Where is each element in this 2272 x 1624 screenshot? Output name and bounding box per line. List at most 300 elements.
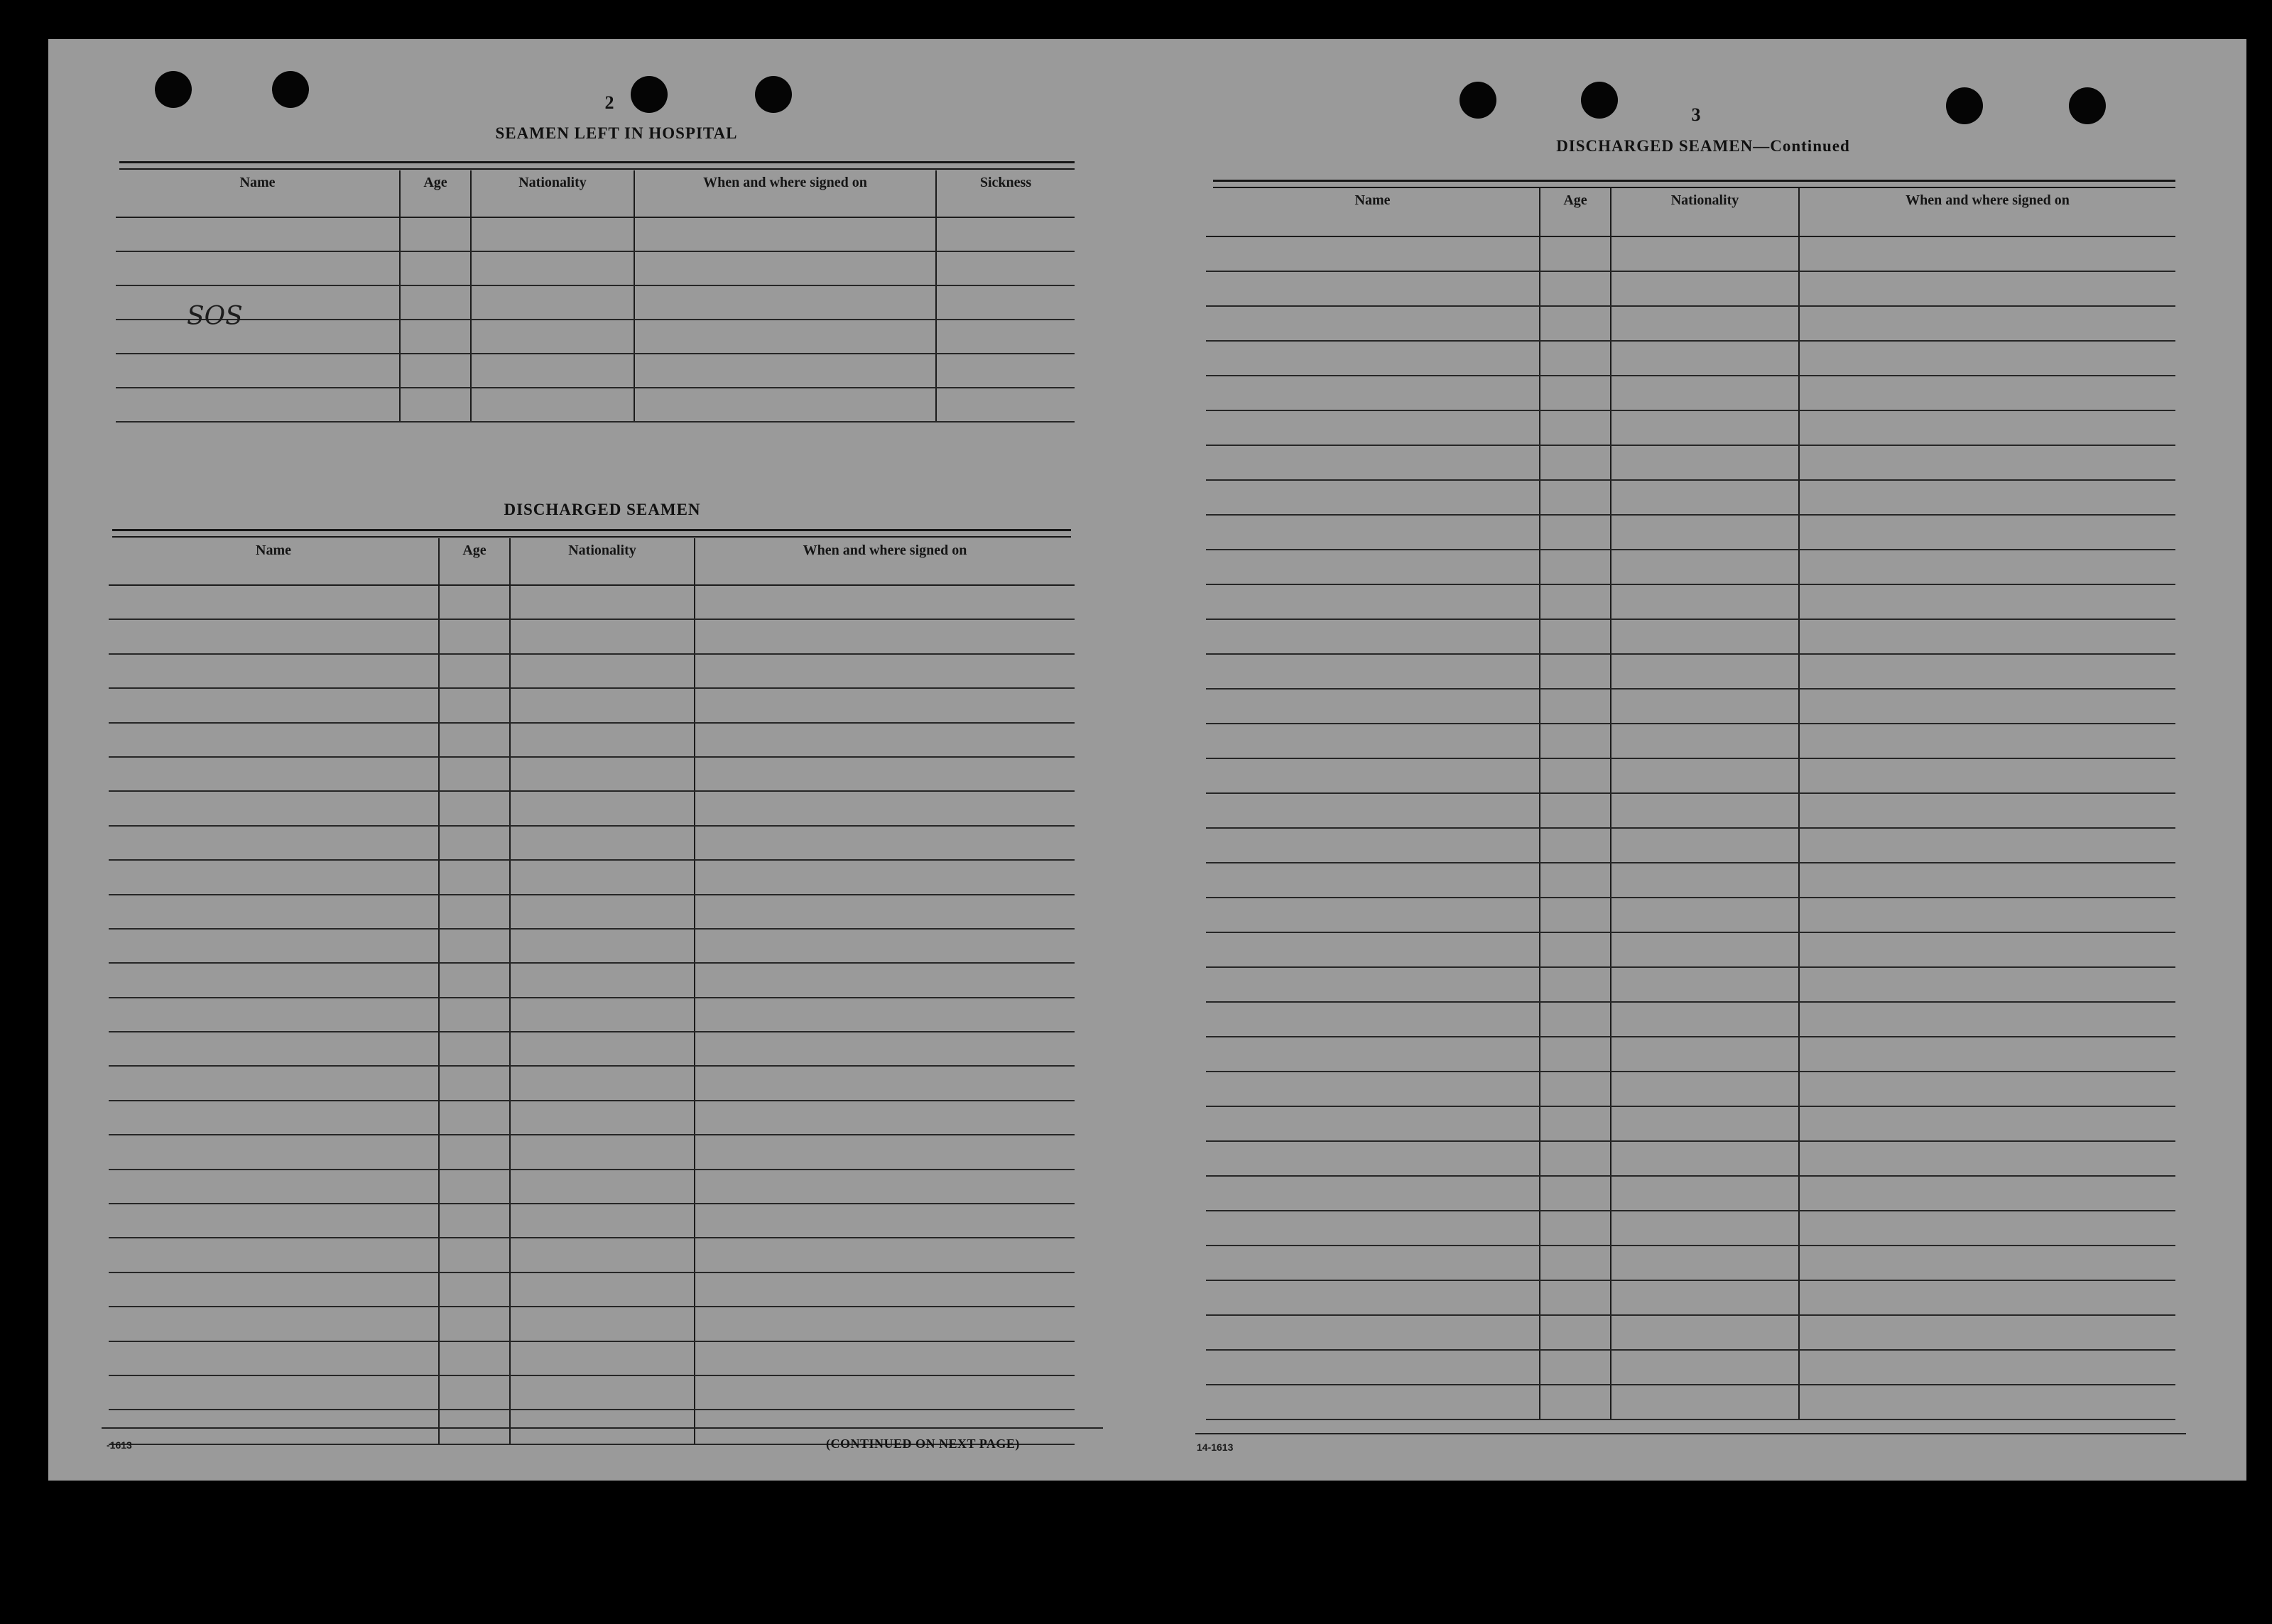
blank-cell <box>695 688 1075 722</box>
blank-cell <box>439 654 510 688</box>
blank-cell <box>510 895 695 929</box>
blank-cell <box>1206 1072 1540 1106</box>
blank-cell <box>695 1066 1075 1100</box>
blank-cell <box>1540 584 1611 619</box>
blank-cell <box>400 285 471 320</box>
blank-cell <box>1799 1037 2175 1072</box>
table-row <box>109 791 1075 825</box>
table-row <box>109 585 1075 619</box>
blank-cell <box>695 895 1075 929</box>
blank-cell <box>695 1307 1075 1341</box>
table-row <box>1206 480 2175 515</box>
blank-cell <box>1540 724 1611 758</box>
table-row <box>1206 1002 2175 1037</box>
blank-cell <box>1206 306 1540 341</box>
blank-cell <box>1540 932 1611 967</box>
table-row <box>109 1204 1075 1238</box>
blank-cell <box>1799 1211 2175 1246</box>
blank-cell <box>471 217 634 251</box>
table-row <box>1206 863 2175 898</box>
table-row <box>1206 1037 2175 1072</box>
blank-cell <box>1799 1280 2175 1315</box>
blank-cell <box>1206 1350 1540 1385</box>
blank-cell <box>1540 306 1611 341</box>
blank-cell <box>695 963 1075 997</box>
blank-cell <box>1799 1246 2175 1280</box>
blank-cell <box>1611 1106 1799 1141</box>
blank-cell <box>1799 1385 2175 1419</box>
blank-cell <box>471 251 634 285</box>
blank-cell <box>400 354 471 388</box>
blank-cell <box>400 388 471 422</box>
blank-cell <box>109 585 439 619</box>
table-row <box>1206 758 2175 793</box>
blank-cell <box>1206 1280 1540 1315</box>
blank-cell <box>936 285 1075 320</box>
blank-cell <box>400 251 471 285</box>
blank-cell <box>439 1375 510 1410</box>
blank-cell <box>109 895 439 929</box>
blank-cell <box>1799 480 2175 515</box>
table-row <box>109 1066 1075 1100</box>
blank-cell <box>1799 584 2175 619</box>
table-row <box>1206 828 2175 863</box>
blank-cell <box>1611 550 1799 584</box>
blank-cell <box>634 388 936 422</box>
blank-cell <box>510 791 695 825</box>
table-row <box>1206 654 2175 689</box>
blank-cell <box>116 320 400 354</box>
table-row <box>1206 1280 2175 1315</box>
table-row <box>109 1032 1075 1066</box>
blank-cell <box>1799 654 2175 689</box>
blank-cell <box>1611 1176 1799 1211</box>
column-header-name: Name <box>1206 188 1540 236</box>
punch-hole-icon <box>155 71 192 108</box>
blank-cell <box>1540 1072 1611 1106</box>
blank-cell <box>109 1238 439 1272</box>
table-row <box>1206 1246 2175 1280</box>
blank-cell <box>510 1307 695 1341</box>
blank-cell <box>109 723 439 757</box>
blank-cell <box>471 388 634 422</box>
table-row <box>109 1238 1075 1272</box>
blank-cell <box>1611 619 1799 654</box>
blank-cell <box>1611 1141 1799 1176</box>
table-row <box>109 826 1075 860</box>
hospital-table <box>116 170 1075 423</box>
blank-cell <box>1611 1037 1799 1072</box>
blank-cell <box>109 1135 439 1169</box>
blank-cell <box>1799 236 2175 271</box>
blank-cell <box>1799 1176 2175 1211</box>
table-row <box>1206 1141 2175 1176</box>
blank-cell <box>1611 793 1799 828</box>
punch-hole-icon <box>755 76 792 113</box>
blank-cell <box>1611 306 1799 341</box>
blank-cell <box>1206 236 1540 271</box>
blank-cell <box>695 654 1075 688</box>
blank-cell <box>1799 306 2175 341</box>
blank-cell <box>1540 967 1611 1002</box>
table-row <box>116 285 1075 320</box>
blank-cell <box>1611 1246 1799 1280</box>
table-row <box>109 654 1075 688</box>
blank-cell <box>109 688 439 722</box>
form-number: 14-1613 <box>1197 1442 1234 1453</box>
blank-cell <box>634 285 936 320</box>
blank-cell <box>695 1170 1075 1204</box>
blank-cell <box>1540 1280 1611 1315</box>
table-row <box>109 1375 1075 1410</box>
blank-cell <box>471 285 634 320</box>
blank-cell <box>1799 271 2175 306</box>
blank-cell <box>1799 1072 2175 1106</box>
column-header-age: Age <box>1540 188 1611 236</box>
blank-cell <box>439 791 510 825</box>
blank-cell <box>109 929 439 963</box>
blank-cell <box>1540 410 1611 445</box>
blank-cell <box>1206 480 1540 515</box>
blank-cell <box>1799 550 2175 584</box>
blank-cell <box>1799 1106 2175 1141</box>
blank-cell <box>109 1375 439 1410</box>
blank-cell <box>1206 724 1540 758</box>
table-row <box>1206 306 2175 341</box>
blank-cell <box>510 688 695 722</box>
blank-cell <box>1540 863 1611 898</box>
blank-cell <box>1611 898 1799 932</box>
table-row <box>1206 619 2175 654</box>
blank-cell <box>1799 828 2175 863</box>
blank-cell <box>1206 689 1540 724</box>
blank-cell <box>1799 1315 2175 1350</box>
blank-cell <box>439 1101 510 1135</box>
table-row <box>116 388 1075 422</box>
blank-cell <box>109 998 439 1032</box>
blank-cell <box>1611 689 1799 724</box>
blank-cell <box>1540 376 1611 410</box>
blank-cell <box>1206 793 1540 828</box>
blank-cell <box>1611 341 1799 376</box>
blank-cell <box>1799 376 2175 410</box>
blank-cell <box>109 860 439 894</box>
blank-cell <box>1540 898 1611 932</box>
table-row <box>109 688 1075 722</box>
blank-cell <box>1206 1141 1540 1176</box>
table-row <box>116 251 1075 285</box>
blank-cell <box>109 757 439 791</box>
table-row <box>1206 236 2175 271</box>
blank-cell <box>936 217 1075 251</box>
blank-cell <box>439 619 510 653</box>
table-row <box>109 1307 1075 1341</box>
blank-cell <box>1799 619 2175 654</box>
blank-cell <box>439 585 510 619</box>
blank-cell <box>439 1341 510 1375</box>
blank-cell <box>1611 1315 1799 1350</box>
table-row <box>109 1273 1075 1307</box>
blank-cell <box>116 251 400 285</box>
blank-cell <box>1611 758 1799 793</box>
blank-cell <box>1206 1385 1540 1419</box>
blank-cell <box>1206 828 1540 863</box>
blank-cell <box>695 1273 1075 1307</box>
table-row <box>1206 550 2175 584</box>
blank-cell <box>116 388 400 422</box>
blank-cell <box>109 654 439 688</box>
blank-cell <box>1611 863 1799 898</box>
blank-cell <box>1611 480 1799 515</box>
blank-cell <box>510 619 695 653</box>
punch-hole-icon <box>1460 82 1496 119</box>
blank-cell <box>510 1066 695 1100</box>
blank-cell <box>1611 584 1799 619</box>
blank-cell <box>1206 1246 1540 1280</box>
blank-cell <box>1540 515 1611 550</box>
table-row <box>109 619 1075 653</box>
blank-cell <box>1206 550 1540 584</box>
blank-cell <box>1611 271 1799 306</box>
blank-cell <box>510 1032 695 1066</box>
title-rule <box>119 161 1075 170</box>
blank-cell <box>695 757 1075 791</box>
table-row <box>1206 341 2175 376</box>
column-header-signed-on: When and where signed on <box>1799 188 2175 236</box>
blank-cell <box>695 791 1075 825</box>
blank-cell <box>1611 1211 1799 1246</box>
blank-cell <box>109 1101 439 1135</box>
blank-cell <box>1611 828 1799 863</box>
blank-cell <box>439 895 510 929</box>
blank-cell <box>510 723 695 757</box>
blank-cell <box>1799 1350 2175 1385</box>
table-row <box>109 929 1075 963</box>
blank-cell <box>634 217 936 251</box>
blank-cell <box>1540 1106 1611 1141</box>
column-header-sickness: Sickness <box>936 170 1075 217</box>
blank-cell <box>510 1273 695 1307</box>
blank-cell <box>1540 654 1611 689</box>
blank-cell <box>695 1032 1075 1066</box>
bottom-rule <box>1195 1433 2186 1434</box>
blank-cell <box>510 1375 695 1410</box>
blank-cell <box>510 929 695 963</box>
blank-cell <box>695 1101 1075 1135</box>
punch-hole-icon <box>1581 82 1618 119</box>
blank-cell <box>510 1204 695 1238</box>
blank-cell <box>1611 376 1799 410</box>
blank-cell <box>109 1204 439 1238</box>
blank-cell <box>1799 1141 2175 1176</box>
blank-cell <box>1206 445 1540 480</box>
blank-cell <box>1799 515 2175 550</box>
blank-cell <box>510 1341 695 1375</box>
blank-cell <box>1206 898 1540 932</box>
blank-cell <box>510 1101 695 1135</box>
blank-cell <box>1540 236 1611 271</box>
blank-cell <box>109 826 439 860</box>
blank-cell <box>400 217 471 251</box>
blank-cell <box>1540 341 1611 376</box>
blank-cell <box>439 963 510 997</box>
blank-cell <box>1540 793 1611 828</box>
blank-cell <box>1540 1315 1611 1350</box>
blank-cell <box>439 1066 510 1100</box>
right-page <box>1128 39 2246 1481</box>
blank-cell <box>116 354 400 388</box>
blank-cell <box>1540 1211 1611 1246</box>
column-header-age: Age <box>400 170 471 217</box>
blank-cell <box>1540 828 1611 863</box>
table-row <box>109 1135 1075 1169</box>
blank-cell <box>1206 1106 1540 1141</box>
blank-cell <box>695 826 1075 860</box>
blank-cell <box>109 791 439 825</box>
column-header-name: Name <box>116 170 400 217</box>
blank-cell <box>695 929 1075 963</box>
blank-cell <box>1206 758 1540 793</box>
blank-cell <box>695 1238 1075 1272</box>
blank-cell <box>439 998 510 1032</box>
blank-cell <box>109 1170 439 1204</box>
blank-cell <box>1799 341 2175 376</box>
blank-cell <box>109 1273 439 1307</box>
blank-cell <box>936 388 1075 422</box>
column-header-age: Age <box>439 538 510 585</box>
blank-cell <box>695 998 1075 1032</box>
blank-cell <box>471 354 634 388</box>
continued-header-row <box>1206 188 2175 236</box>
blank-cell <box>1540 550 1611 584</box>
blank-cell <box>1799 689 2175 724</box>
blank-cell <box>634 320 936 354</box>
blank-cell <box>936 354 1075 388</box>
title-rule <box>1213 180 2175 188</box>
blank-cell <box>695 585 1075 619</box>
table-row <box>1206 689 2175 724</box>
blank-cell <box>109 963 439 997</box>
blank-cell <box>439 1032 510 1066</box>
blank-cell <box>1540 1246 1611 1280</box>
blank-cell <box>510 654 695 688</box>
page-number: 2 <box>604 92 614 113</box>
blank-cell <box>1611 932 1799 967</box>
blank-cell <box>695 1375 1075 1410</box>
handwritten-mark: SOS <box>187 302 243 331</box>
column-header-signed-on: When and where signed on <box>634 170 936 217</box>
blank-cell <box>936 320 1075 354</box>
blank-cell <box>1206 1002 1540 1037</box>
blank-cell <box>1540 480 1611 515</box>
blank-cell <box>439 757 510 791</box>
blank-cell <box>634 354 936 388</box>
blank-cell <box>1611 967 1799 1002</box>
table-row <box>109 998 1075 1032</box>
discharged-continued-title: DISCHARGED SEAMEN—Continued <box>1556 137 1850 155</box>
blank-cell <box>510 757 695 791</box>
blank-cell <box>1611 236 1799 271</box>
blank-cell <box>1540 271 1611 306</box>
blank-cell <box>695 1135 1075 1169</box>
table-row <box>1206 1106 2175 1141</box>
blank-cell <box>109 619 439 653</box>
blank-cell <box>439 1273 510 1307</box>
table-row <box>1206 724 2175 758</box>
blank-cell <box>1611 1002 1799 1037</box>
table-row <box>1206 1315 2175 1350</box>
blank-cell <box>695 723 1075 757</box>
blank-cell <box>510 998 695 1032</box>
punch-hole-icon <box>2069 87 2106 124</box>
discharged-section-title: DISCHARGED SEAMEN <box>504 501 701 518</box>
hospital-header-row <box>116 170 1075 217</box>
blank-cell <box>510 1170 695 1204</box>
blank-cell <box>1799 445 2175 480</box>
blank-cell <box>1540 1002 1611 1037</box>
continued-note: (CONTINUED ON NEXT PAGE) <box>826 1437 1020 1451</box>
blank-cell <box>1799 967 2175 1002</box>
blank-cell <box>1206 932 1540 967</box>
blank-cell <box>1206 654 1540 689</box>
table-row <box>109 757 1075 791</box>
blank-cell <box>439 723 510 757</box>
column-header-name: Name <box>109 538 439 585</box>
table-row <box>1206 967 2175 1002</box>
blank-cell <box>1611 1385 1799 1419</box>
blank-cell <box>1799 793 2175 828</box>
blank-cell <box>116 217 400 251</box>
blank-cell <box>1540 758 1611 793</box>
blank-cell <box>1206 863 1540 898</box>
blank-cell <box>1611 410 1799 445</box>
table-row <box>109 1170 1075 1204</box>
table-row <box>1206 932 2175 967</box>
blank-cell <box>439 860 510 894</box>
blank-cell <box>1611 654 1799 689</box>
blank-cell <box>1611 1280 1799 1315</box>
column-header-nationality: Nationality <box>1611 188 1799 236</box>
blank-cell <box>439 1204 510 1238</box>
bottom-rule <box>102 1427 1103 1429</box>
blank-cell <box>439 1135 510 1169</box>
blank-cell <box>1799 1002 2175 1037</box>
discharged-header-row <box>109 538 1075 585</box>
table-row <box>109 963 1075 997</box>
blank-cell <box>1540 1350 1611 1385</box>
table-row <box>109 860 1075 894</box>
blank-cell <box>1206 1315 1540 1350</box>
blank-cell <box>1206 376 1540 410</box>
table-row <box>109 1341 1075 1375</box>
blank-cell <box>1206 1176 1540 1211</box>
blank-cell <box>1206 619 1540 654</box>
blank-cell <box>439 1170 510 1204</box>
blank-cell <box>116 285 400 320</box>
table-row <box>116 354 1075 388</box>
blank-cell <box>1206 967 1540 1002</box>
blank-cell <box>1611 724 1799 758</box>
blank-cell <box>1206 341 1540 376</box>
blank-cell <box>634 251 936 285</box>
table-row <box>116 320 1075 354</box>
blank-cell <box>1540 1037 1611 1072</box>
blank-cell <box>1540 1385 1611 1419</box>
form-number: -1613 <box>107 1439 132 1451</box>
table-row <box>1206 376 2175 410</box>
blank-cell <box>109 1032 439 1066</box>
blank-cell <box>1611 1072 1799 1106</box>
